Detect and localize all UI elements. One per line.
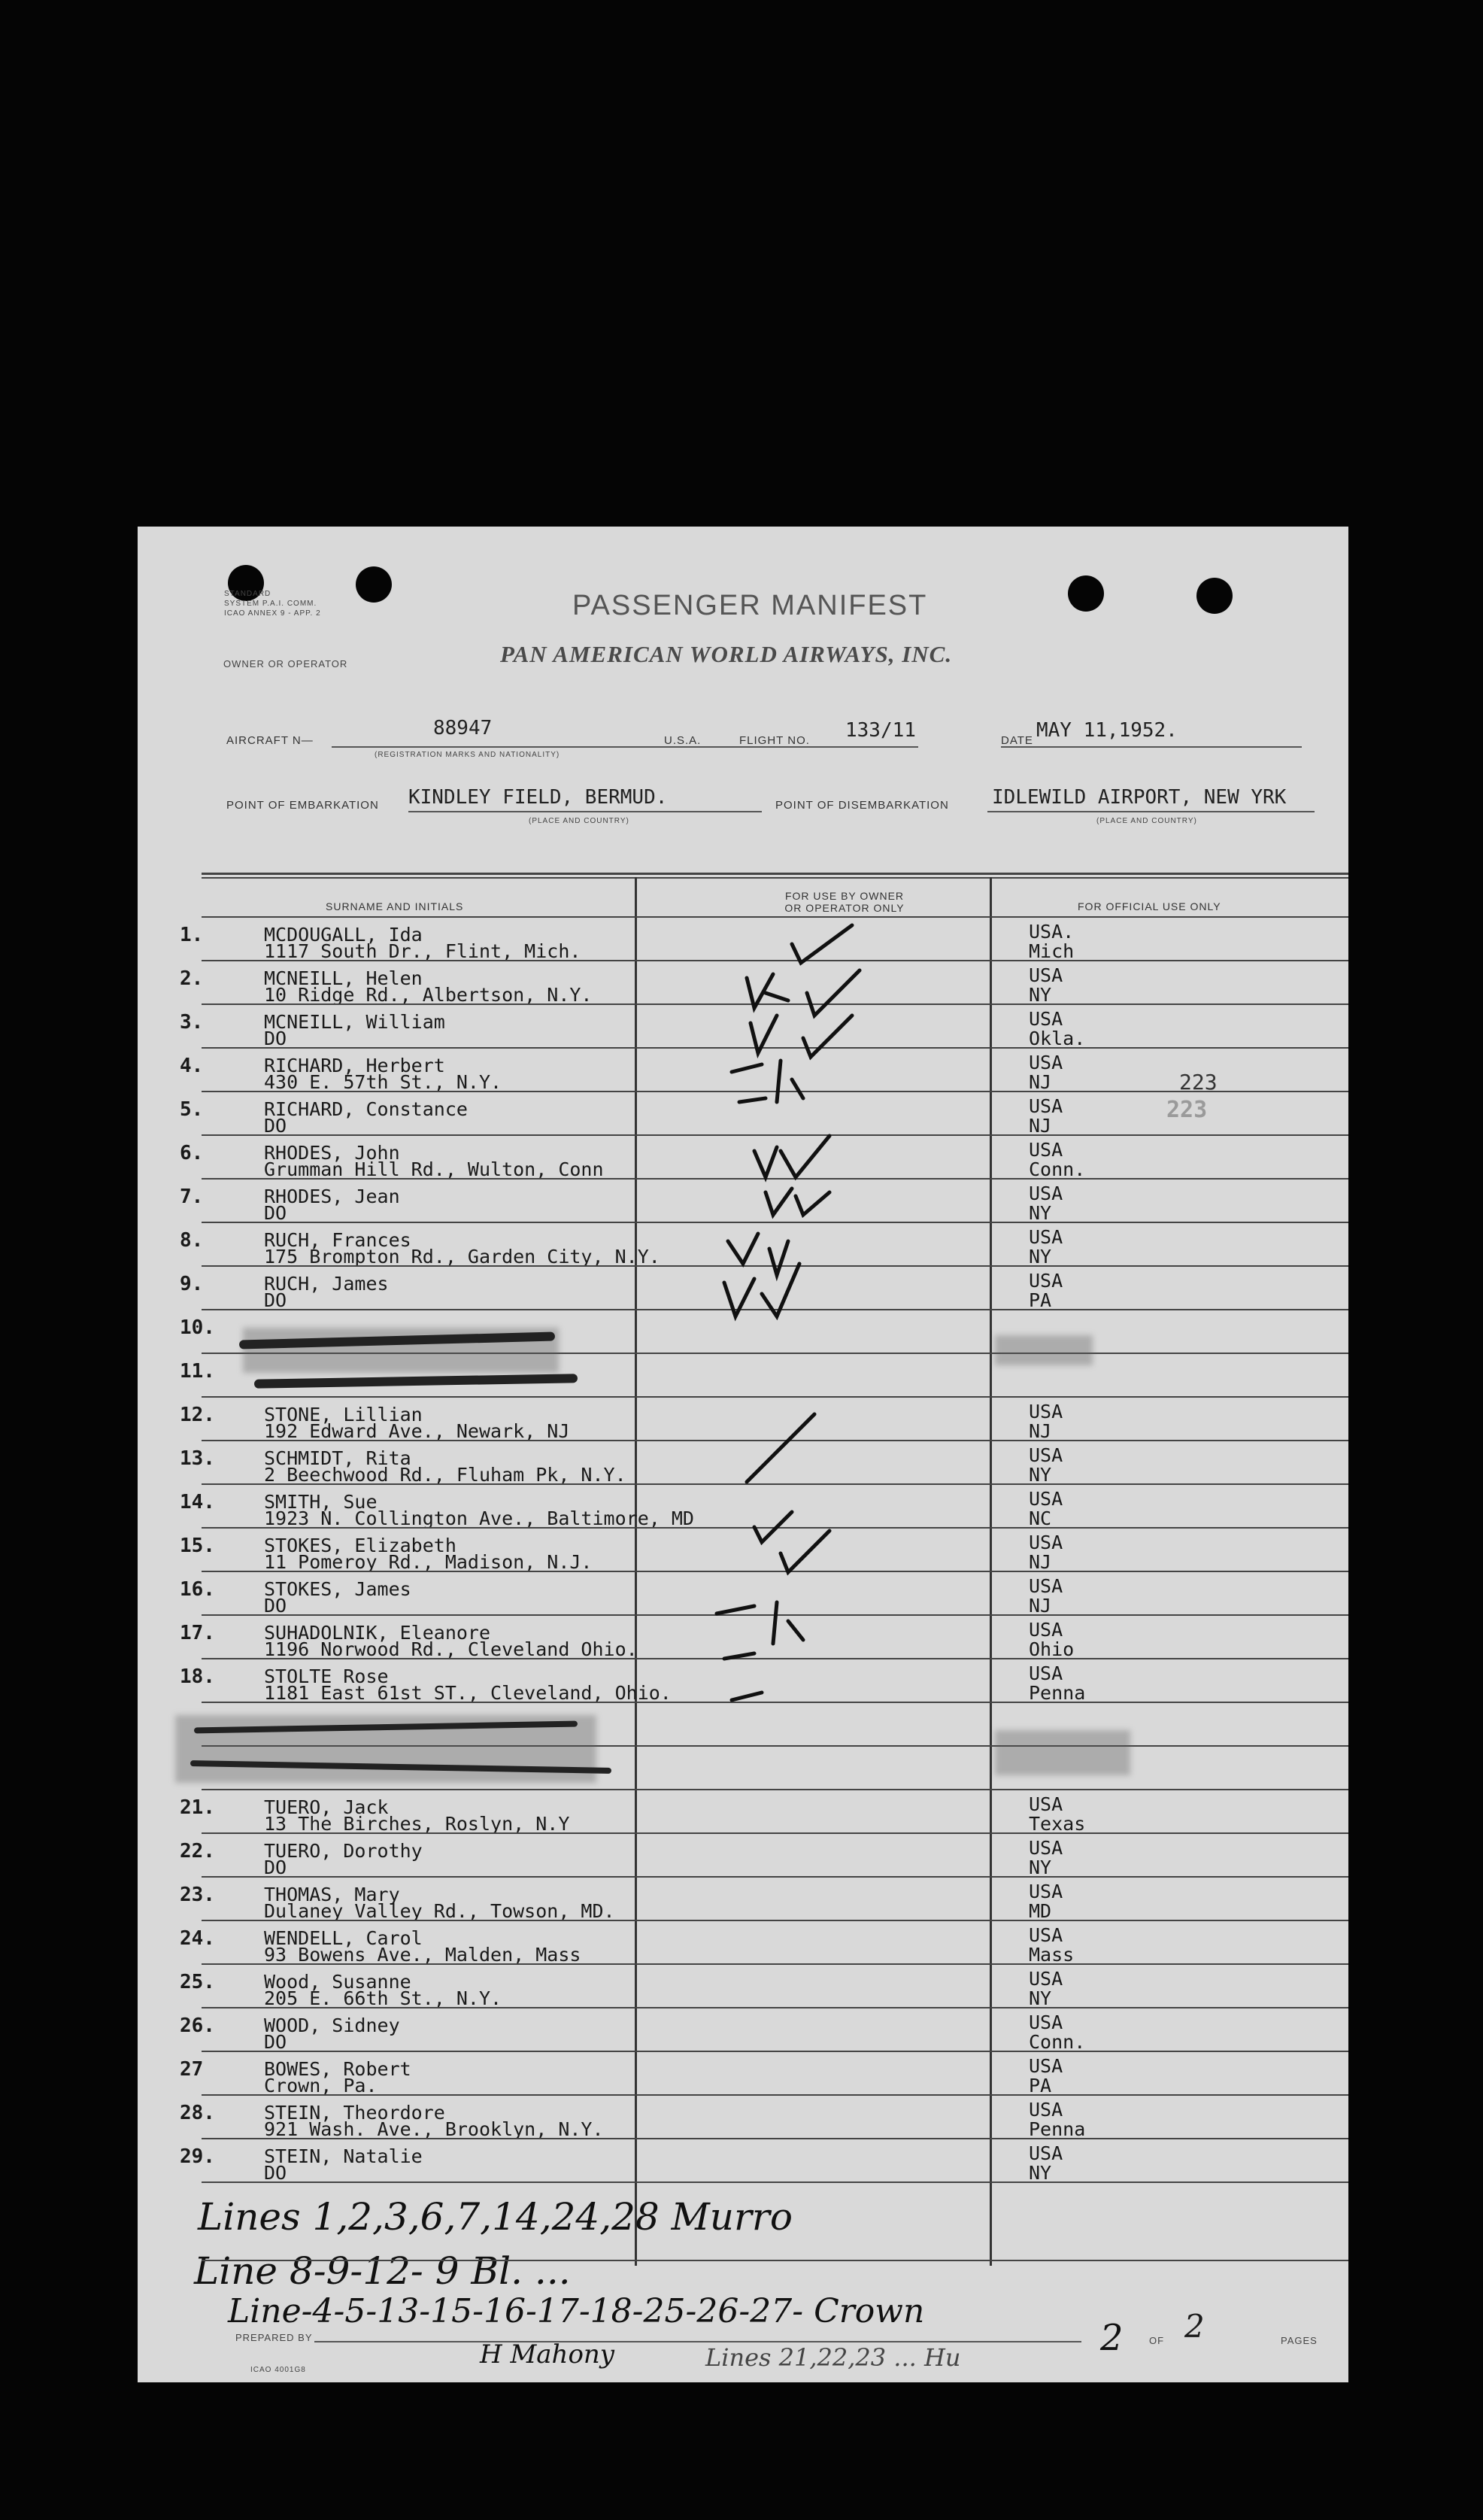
passenger-address: 430 E. 57th St., N.Y. bbox=[264, 1071, 502, 1093]
official-country: USA bbox=[1029, 1270, 1063, 1292]
passenger-address: DO bbox=[264, 2031, 287, 2053]
passenger-address: 2 Beechwood Rd., Fluham Pk, N.Y. bbox=[264, 1464, 626, 1486]
handwritten-note-1: Lines 1,2,3,6,7,14,24,28 Murro bbox=[198, 2195, 793, 2239]
date-label: DATE bbox=[1001, 734, 1033, 747]
official-state: PA bbox=[1029, 1289, 1052, 1311]
row-number: 7. bbox=[180, 1186, 204, 1208]
passenger-name: MCNEILL, Helen bbox=[264, 967, 423, 989]
passenger-name: RHODES, Jean bbox=[264, 1186, 400, 1207]
official-state: NJ bbox=[1029, 1115, 1052, 1137]
passenger-address: 921 Wash. Ave., Brooklyn, N.Y. bbox=[264, 2118, 604, 2140]
official-state: PA bbox=[1029, 2075, 1052, 2096]
official-country: USA bbox=[1029, 1881, 1063, 1902]
passenger-name: SCHMIDT, Rita bbox=[264, 1447, 411, 1469]
passenger-address: 11 Pomeroy Rd., Madison, N.J. bbox=[264, 1551, 593, 1573]
official-country: USA bbox=[1029, 1226, 1063, 1248]
aircraft-label: AIRCRAFT N— bbox=[226, 734, 314, 747]
row-number: 8. bbox=[180, 1229, 204, 1252]
passenger-name: RICHARD, Constance bbox=[264, 1098, 468, 1120]
nationality: U.S.A. bbox=[664, 734, 702, 747]
official-country: USA bbox=[1029, 2055, 1063, 2077]
form-number: ICAO 4001G8 bbox=[250, 2366, 306, 2374]
passenger-name: RHODES, John bbox=[264, 1142, 400, 1164]
official-state: Penna bbox=[1029, 1682, 1086, 1704]
row-number: 25. bbox=[180, 1971, 215, 1993]
passenger-name: STOKES, Elizabeth bbox=[264, 1535, 456, 1556]
row-number: 2. bbox=[180, 967, 204, 990]
col-owner-use-2: OR OPERATOR ONLY bbox=[784, 902, 905, 914]
standard-ref-1: STANDARD bbox=[224, 590, 271, 598]
standard-ref-2: SYSTEM P.A.I. COMM. bbox=[224, 600, 317, 608]
official-state: NJ bbox=[1029, 1071, 1052, 1093]
table-top-rule bbox=[202, 873, 1348, 875]
official-country: USA bbox=[1029, 1401, 1063, 1422]
row-number: 5. bbox=[180, 1098, 204, 1121]
passenger-address: DO bbox=[264, 1028, 287, 1049]
passenger-name: MCDOUGALL, Ida bbox=[264, 924, 423, 946]
official-stamp: 223 bbox=[1179, 1070, 1218, 1095]
official-state: NJ bbox=[1029, 1551, 1052, 1573]
official-state: NC bbox=[1029, 1507, 1052, 1529]
row-number: 29. bbox=[180, 2145, 215, 2168]
row-number: 14. bbox=[180, 1491, 215, 1514]
prepared-by-label: PREPARED BY bbox=[235, 2332, 313, 2343]
handwritten-note-2: Line 8-9-12- 9 Bl. ... bbox=[194, 2249, 571, 2293]
row-number: 11. bbox=[180, 1360, 215, 1383]
passenger-address: 10 Ridge Rd., Albertson, N.Y. bbox=[264, 984, 593, 1006]
passenger-address: 205 E. 66th St., N.Y. bbox=[264, 1987, 502, 2009]
handwritten-note-4: Lines 21,22,23 ... Hu bbox=[705, 2343, 961, 2372]
row-number: 1. bbox=[180, 924, 204, 946]
passenger-address: DO bbox=[264, 1595, 287, 1617]
official-country: USA bbox=[1029, 1183, 1063, 1204]
official-state: NY bbox=[1029, 984, 1052, 1006]
embark-label: POINT OF EMBARKATION bbox=[226, 799, 379, 812]
official-state: NY bbox=[1029, 1987, 1052, 2009]
passenger-name: RUCH, James bbox=[264, 1273, 389, 1295]
official-state: NY bbox=[1029, 1464, 1052, 1486]
row-number: 24. bbox=[180, 1927, 215, 1950]
embark-value: KINDLEY FIELD, BERMUD. bbox=[408, 786, 668, 809]
owner-label: OWNER OR OPERATOR bbox=[223, 658, 348, 669]
passenger-address: 1181 East 61st ST., Cleveland, Ohio. bbox=[264, 1682, 672, 1704]
official-country: USA bbox=[1029, 1968, 1063, 1990]
erased-entry bbox=[995, 1730, 1130, 1775]
passenger-name: Wood, Susanne bbox=[264, 1971, 411, 1993]
official-country: USA bbox=[1029, 1488, 1063, 1510]
passenger-address: 93 Bowens Ave., Malden, Mass bbox=[264, 1944, 581, 1966]
passenger-name: STEIN, Theordore bbox=[264, 2102, 445, 2124]
handwritten-note-3: Line-4-5-13-15-16-17-18-25-26-27- Crown bbox=[228, 2292, 925, 2330]
punch-hole bbox=[1068, 575, 1104, 612]
official-state: NJ bbox=[1029, 1595, 1052, 1617]
passenger-address: 1196 Norwood Rd., Cleveland Ohio. bbox=[264, 1638, 638, 1660]
passenger-name: RUCH, Frances bbox=[264, 1229, 411, 1251]
official-country: USA bbox=[1029, 1139, 1063, 1161]
official-country: USA bbox=[1029, 2099, 1063, 2121]
official-country: USA bbox=[1029, 1837, 1063, 1859]
official-country: USA bbox=[1029, 1095, 1063, 1117]
passenger-address: 192 Edward Ave., Newark, NJ bbox=[264, 1420, 570, 1442]
official-country: USA bbox=[1029, 1662, 1063, 1684]
owner-value: PAN AMERICAN WORLD AIRWAYS, INC. bbox=[500, 641, 953, 667]
row-number: 17. bbox=[180, 1622, 215, 1644]
official-stamp-faint: 223 bbox=[1166, 1097, 1208, 1123]
flight-value: 133/11 bbox=[845, 719, 916, 742]
official-state: MD bbox=[1029, 1900, 1052, 1922]
official-state: Ohio bbox=[1029, 1638, 1075, 1660]
disembark-caption: (PLACE AND COUNTRY) bbox=[1096, 817, 1197, 825]
standard-ref-3: ICAO ANNEX 9 - APP. 2 bbox=[224, 609, 321, 618]
official-state: Texas bbox=[1029, 1813, 1086, 1835]
aircraft-value: 88947 bbox=[433, 717, 493, 739]
official-country: USA bbox=[1029, 1444, 1063, 1466]
passenger-address: Dulaney Valley Rd., Towson, MD. bbox=[264, 1900, 615, 1922]
pages-label: PAGES bbox=[1281, 2335, 1318, 2346]
row-number: 9. bbox=[180, 1273, 204, 1295]
official-state: Mass bbox=[1029, 1944, 1075, 1966]
official-country: USA bbox=[1029, 964, 1063, 986]
row-number: 10. bbox=[180, 1316, 215, 1339]
row-number: 15. bbox=[180, 1535, 215, 1557]
passenger-address: Crown, Pa. bbox=[264, 2075, 378, 2096]
embark-caption: (PLACE AND COUNTRY) bbox=[529, 817, 629, 825]
passenger-address: DO bbox=[264, 1857, 287, 1878]
punch-hole bbox=[1196, 578, 1233, 614]
col-surname: SURNAME AND INITIALS bbox=[326, 900, 464, 912]
passenger-name: TUERO, Jack bbox=[264, 1796, 389, 1818]
check-marks bbox=[604, 918, 965, 2181]
disembark-label: POINT OF DISEMBARKATION bbox=[775, 799, 949, 812]
passenger-name: TUERO, Dorothy bbox=[264, 1840, 423, 1862]
page-number: 2 bbox=[1100, 2317, 1124, 2359]
official-state: NY bbox=[1029, 1246, 1052, 1268]
official-country: USA bbox=[1029, 1924, 1063, 1946]
row-number: 16. bbox=[180, 1578, 215, 1601]
passenger-name: STONE, Lillian bbox=[264, 1404, 423, 1425]
row-number: 23. bbox=[180, 1884, 215, 1906]
official-state: NY bbox=[1029, 2162, 1052, 2184]
passenger-address: 1923 N. Collington Ave., Baltimore, MD bbox=[264, 1507, 694, 1529]
row-rule bbox=[202, 2181, 1348, 2183]
disembark-value: IDLEWILD AIRPORT, NEW YRK bbox=[992, 786, 1287, 809]
row-number: 27 bbox=[180, 2058, 204, 2081]
official-country: USA. bbox=[1029, 921, 1075, 943]
erased-entry bbox=[995, 1335, 1093, 1365]
row-number: 18. bbox=[180, 1665, 215, 1688]
official-country: USA bbox=[1029, 1575, 1063, 1597]
official-country: USA bbox=[1029, 2142, 1063, 2164]
row-number: 12. bbox=[180, 1404, 215, 1426]
passenger-name: WENDELL, Carol bbox=[264, 1927, 423, 1949]
passenger-name: STOKES, James bbox=[264, 1578, 411, 1600]
official-country: USA bbox=[1029, 2011, 1063, 2033]
row-number: 26. bbox=[180, 2014, 215, 2037]
row-number: 22. bbox=[180, 1840, 215, 1863]
manifest-sheet bbox=[138, 527, 1348, 2382]
passenger-name: SUHADOLNIK, Eleanore bbox=[264, 1622, 491, 1644]
row-number: 21. bbox=[180, 1796, 215, 1819]
passenger-name: MCNEILL, William bbox=[264, 1011, 445, 1033]
official-state: Conn. bbox=[1029, 1158, 1086, 1180]
row-number: 28. bbox=[180, 2102, 215, 2124]
official-state: NY bbox=[1029, 1202, 1052, 1224]
col-official: FOR OFFICIAL USE ONLY bbox=[1078, 900, 1221, 912]
passenger-name: RICHARD, Herbert bbox=[264, 1055, 445, 1076]
strike-line bbox=[254, 1374, 578, 1389]
passenger-address: DO bbox=[264, 1289, 287, 1311]
passenger-name: STOLTE Rose bbox=[264, 1665, 389, 1687]
official-state: Okla. bbox=[1029, 1028, 1086, 1049]
passenger-address: DO bbox=[264, 2162, 287, 2184]
col-owner-use-1: FOR USE BY OWNER bbox=[784, 890, 905, 902]
official-state: NY bbox=[1029, 1857, 1052, 1878]
punch-hole bbox=[356, 566, 392, 603]
passenger-address: Grumman Hill Rd., Wulton, Conn bbox=[264, 1158, 604, 1180]
passenger-address: 175 Brompton Rd., Garden City, N.Y. bbox=[264, 1246, 660, 1268]
date-value: MAY 11,1952. bbox=[1036, 719, 1178, 742]
official-state: Conn. bbox=[1029, 2031, 1086, 2053]
passenger-name: STEIN, Natalie bbox=[264, 2145, 423, 2167]
official-country: USA bbox=[1029, 1619, 1063, 1641]
passenger-address: 13 The Birches, Roslyn, N.Y bbox=[264, 1813, 570, 1835]
official-country: USA bbox=[1029, 1052, 1063, 1073]
document-title: PASSENGER MANIFEST bbox=[572, 590, 928, 621]
official-state: NJ bbox=[1029, 1420, 1052, 1442]
row-number: 13. bbox=[180, 1447, 215, 1470]
official-state: Penna bbox=[1029, 2118, 1086, 2140]
of-label: OF bbox=[1149, 2335, 1165, 2346]
total-pages: 2 bbox=[1184, 2308, 1205, 2345]
passenger-address: 1117 South Dr., Flint, Mich. bbox=[264, 940, 581, 962]
row-number: 6. bbox=[180, 1142, 204, 1164]
passenger-name: WOOD, Sidney bbox=[264, 2014, 400, 2036]
signature: H Mahony bbox=[480, 2339, 615, 2370]
official-country: USA bbox=[1029, 1793, 1063, 1815]
official-state: Mich bbox=[1029, 940, 1075, 962]
official-country: USA bbox=[1029, 1532, 1063, 1553]
passenger-address: DO bbox=[264, 1202, 287, 1224]
passenger-name: THOMAS, Mary bbox=[264, 1884, 400, 1905]
row-number: 4. bbox=[180, 1055, 204, 1077]
passenger-name: BOWES, Robert bbox=[264, 2058, 411, 2080]
aircraft-caption: (REGISTRATION MARKS AND NATIONALITY) bbox=[375, 751, 560, 759]
flight-label: FLIGHT NO. bbox=[739, 734, 810, 747]
passenger-name: SMITH, Sue bbox=[264, 1491, 378, 1513]
passenger-address: DO bbox=[264, 1115, 287, 1137]
official-country: USA bbox=[1029, 1008, 1063, 1030]
row-number: 3. bbox=[180, 1011, 204, 1034]
